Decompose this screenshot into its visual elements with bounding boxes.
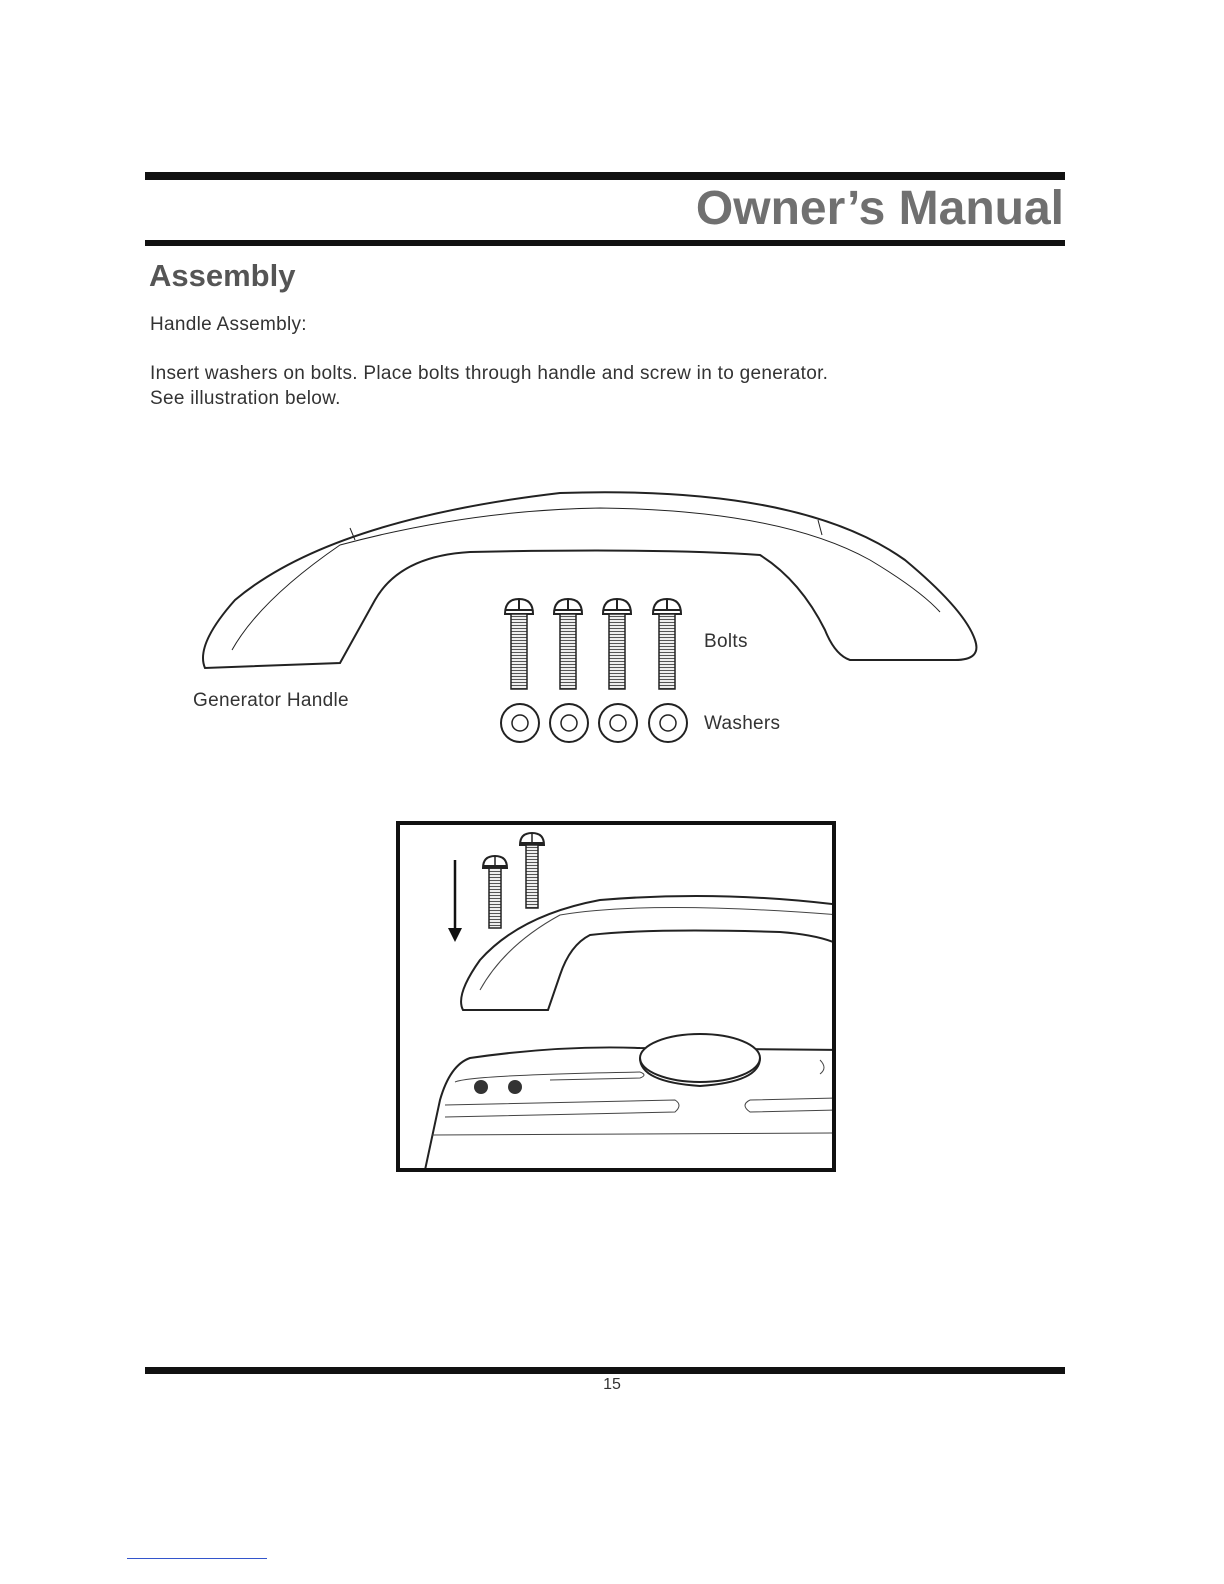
bolt-icon [603,599,631,689]
washer-icon [649,704,687,742]
installation-illustration [398,823,840,1170]
bolts-label: Bolts [704,631,748,652]
fuel-cap-drawing [640,1034,760,1082]
page-number: 15 [603,1376,621,1393]
instruction-line-1: Insert washers on bolts. Place bolts through handle and screw in to generator. [150,363,829,384]
subheading: Handle Assembly: [150,314,307,335]
mounting-hole [474,1080,488,1094]
page-header-title: Owner’s Manual [695,182,1064,235]
generator-handle-label: Generator Handle [193,690,349,711]
footer-link-underline [127,1558,267,1559]
mounting-hole [508,1080,522,1094]
washers-drawing [501,704,687,742]
instruction-line-2: See illustration below. [150,388,341,409]
section-title: Assembly [149,258,296,293]
bolt-icon [653,599,681,689]
washer-icon [550,704,588,742]
bolt-icon [554,599,582,689]
bolts-drawing [505,599,681,689]
washer-icon [501,704,539,742]
generator-handle-drawing [203,492,976,668]
washers-label: Washers [704,713,781,734]
bolt-icon [505,599,533,689]
washer-icon [599,704,637,742]
footer-rule [145,1367,1065,1374]
